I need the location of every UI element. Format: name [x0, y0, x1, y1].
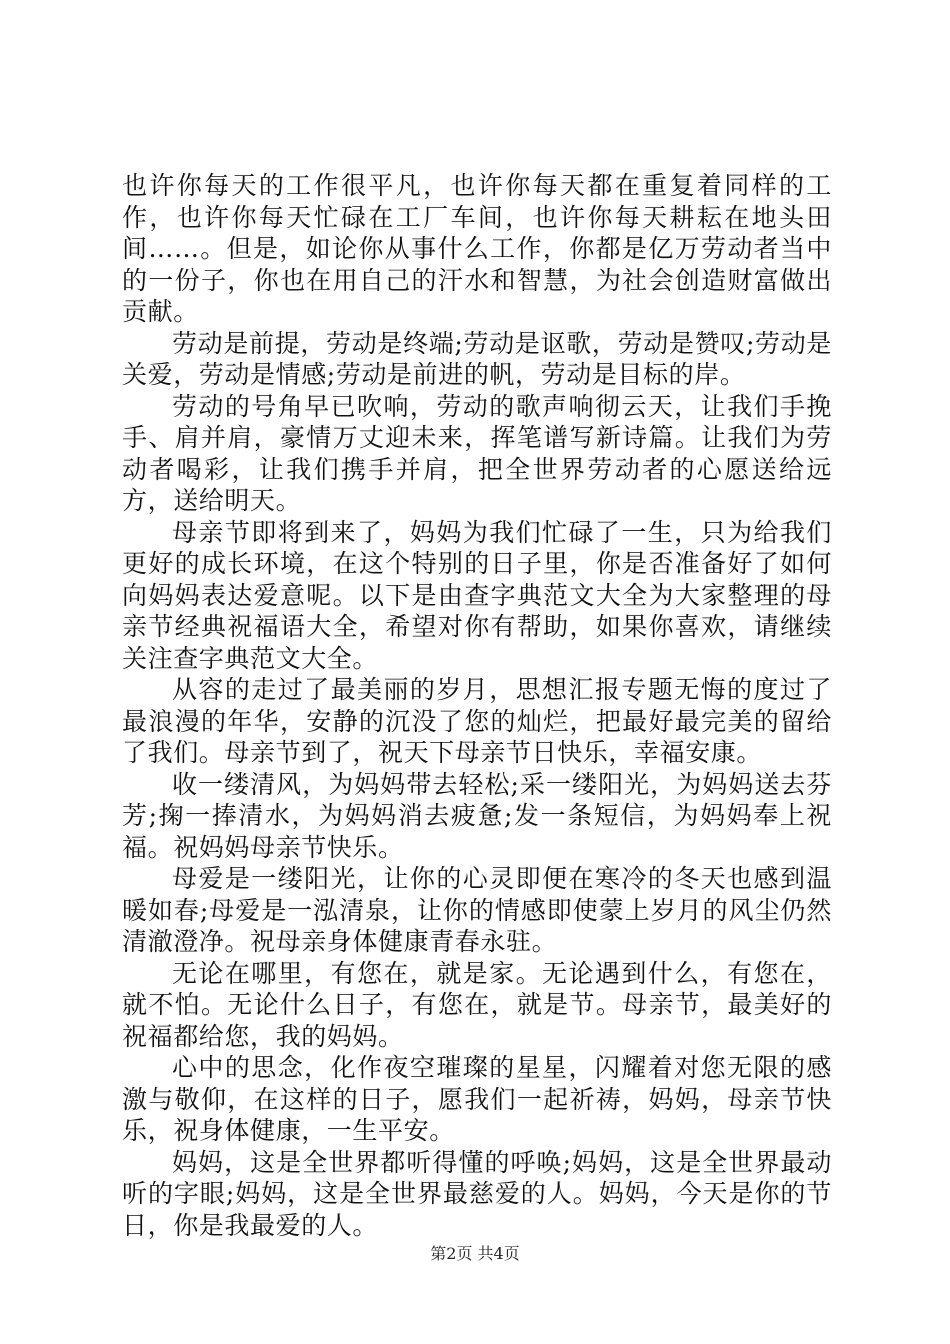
paragraph: 无论在哪里，有您在，就是家。无论遇到什么，有您在，就不怕。无论什么日子，有您在，就是节。母亲节，最美好的祝福都给您，我的妈妈。	[122, 958, 832, 1051]
paragraph: 劳动是前提，劳动是终端;劳动是讴歌，劳动是赞叹;劳动是关爱，劳动是情感;劳动是前进的帆，劳动是目标的岸。	[122, 328, 832, 389]
paragraph: 母亲节即将到来了，妈妈为我们忙碌了一生，只为给我们更好的成长环境，在这个特别的日子里，你是否准备好了如何向妈妈表达爱意呢。以下是由查字典范文大全为大家整理的母亲节经典祝福语大全，希望对你有帮助，如果你喜欢，请继续关注查字典范文大全。	[122, 517, 832, 673]
paragraph: 心中的思念，化作夜空璀璨的星星，闪耀着对您无限的感激与敬仰，在这样的日子，愿我们一起祈祷，妈妈，母亲节快乐，祝身体健康，一生平安。	[122, 1053, 832, 1145]
document-body	[122, 170, 832, 1241]
paragraph: 劳动的号角早已吹响，劳动的歌声响彻云天，让我们手挽手、肩并肩，豪情万丈迎未来，挥笔谱写新诗篇。让我们为劳动者喝彩，让我们携手并肩，把全世界劳动者的心愿送给远方，送给明天。	[122, 391, 832, 515]
paragraph: 收一缕清风，为妈妈带去轻松;采一缕阳光，为妈妈送去芬芳;掬一捧清水，为妈妈消去疲惫;发一条短信，为妈妈奉上祝福。祝妈妈母亲节快乐。	[122, 769, 832, 862]
paragraph: 也许你每天的工作很平凡，也许你每天都在重复着同样的工作，也许你每天忙碌在工厂车间，也许你每天耕耘在地头田间……。但是，如论你从事什么工作，你都是亿万劳动者当中的一份子，你也在用自己的汗水和智慧，为社会创造财富做出贡献。	[122, 171, 832, 326]
paragraph: 从容的走过了最美丽的岁月，思想汇报专题无悔的度过了最浪漫的年华，安静的沉没了您的灿烂，把最好最完美的留给了我们。母亲节到了，祝天下母亲节日快乐，幸福安康。	[122, 675, 832, 767]
page-number-footer: 第2页 共4页	[430, 1244, 520, 1263]
paragraph: 母爱是一缕阳光，让你的心灵即便在寒冷的冬天也感到温暖如春;母爱是一泓清泉，让你的情感即使蒙上岁月的风尘仍然清澈澄净。祝母亲身体健康青春永驻。	[122, 864, 832, 956]
paragraph: 妈妈，这是全世界都听得懂的呼唤;妈妈，这是全世界最动听的字眼;妈妈，这是全世界最慈爱的人。妈妈，今天是你的节日，你是我最爱的人。	[122, 1147, 832, 1240]
